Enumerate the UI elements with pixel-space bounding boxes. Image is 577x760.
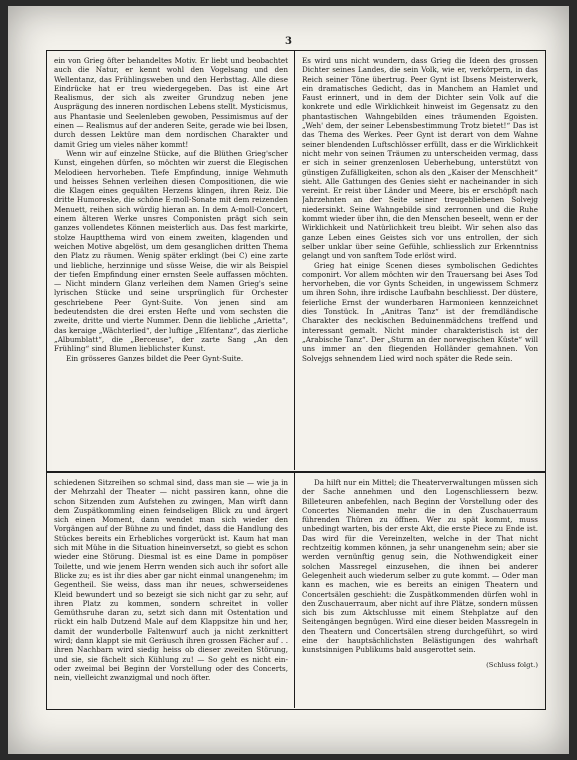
paragraph: Wenn wir auf einzelne Stücke, auf die Blüthen Grieg'scher Kunst, eingehen dürfen, so möchten wir zuerst die Elegischen Melodieen hervorheben. Tiefe Empfindung, innige Wehmuth und heisses Sehnen verleihen diesen Compositionen, die wie die Klagen eines gequälten Herzens klingen, ihren Reiz. Die dritte Humoreske, die schöne E-moll-Sonate mit dem reizenden Menuett, reihen sich würdig hieran an. In dem A-moll-Concert, einem älteren Werke unsres Componisten prägt sich sein ganzes vollendetes Können meisterlich aus. Das fest markirte, stolze Hauptthema wird von einem zweiten, klagenden und weichen Motive abgelöst, um dem gesanglichen dritten Thema den Platz zu räumen. Wenig später erklingt (bei C) eine zarte und liebliche, herzinnige und süsse Weise, die wir als Beispiel der tiefen Empfindung einer ernsten Seele auffassen möchten. — Nicht mindern Glanz verleihen dem Namen Grieg's seine lyrischen Stücke und seine ursprünglich für Orchester geschriebene Peer Gynt-Suite. Von jenen sind am bedeutendsten die drei ersten Hefte und vom sechsten die zweite, dritte und vierte Nummer. Denn die liebliche „Arietta“, das keraige „Wächterlied“, der luftige „Elfentanz“, das zierliche „Albumblatt“, die „Berceuse“, der zarte Sang „An den Frühling“ sind Blumen lieblichster Kunst. [54, 148, 288, 354]
page-number: 3 [285, 36, 292, 47]
paragraph: Da hilft nur ein Mittel; die Theaterverwaltungen müssen sich der Sache annehmen und den Logenschliessern bezw. Billeteuren anbefehlen, nach Beginn der Vorstellung oder des Concertes Niemanden mehr die in den Zuschauerraum führenden Thüren zu öffnen. Wer zu spät kommt, muss unbedingt warten, bis der erste Akt, die erste Piece zu Ende ist. Das wird für die Vereinzelten, welche in der That nicht rechtzeitig kommen können, ja sehr unangenehm sein; aber sie werden vernünftig genug sein, die Nothwendigkeit einer solchen Massregel einzusehen, die ihnen bei anderer Gelegenheit auch wiederum selber zu gute kommt. — Oder man kann es machen, wie es bereits an einigen Theatern und Concertsälen geschieht: die Zuspätkommenden dürfen wohl in den Zuschauerraum, aber nicht auf ihre Plätze, sondern müssen sich bis zum Aktschlusse mit einem Stehplatze auf den Seitengängen begnügen. Wird eine dieser beiden Massregeln in den Theatern und Concertsälen streng durchgeführt, so wird eine der hauptsächlichsten Belästigungen des wahrhaft kunstsinnigen Publikums bald ausgerottet sein. [302, 478, 538, 655]
column-divider-top [294, 50, 295, 470]
paragraph: ein von Grieg öfter behandeltes Motiv. Er liebt und beobachtet auch die Natur, er kennt wohl den Vogelsang und den Wellentanz, das Frühlingsweben und den Herbsttag. Alle diese Eindrücke hat er treu wiedergegeben. Das ist eine Art Realismus, der sich als zweiter Grundzug neben jene Ausprägung des inneren nordischen Lebens stellt. Mysticismus, aus Phantasie und Seelenleben gewoben, Pessimismus auf der einen — Realismus auf der anderen Seite, gerade wie bei Ibsen, durch dessen Lektüre man dem nordischen Charakter und damit Grieg um vieles näher kommt! [54, 56, 288, 149]
closing-note: (Schluss folgt.) [486, 660, 538, 669]
newspaper-page [8, 6, 569, 754]
grieg-article-right-column [302, 56, 538, 468]
paragraph: Grieg hat einige Scenen dieses symbolischen Gedichtes componirt. Vor allem möchten wir den Trauersang bei Ases Tod hervorheben, die vor Gynts Scheiden, in ungewissem Schmerz um ihren Sohn, ihre irdische Laufbahn beschliesst. Der düstere, feierliche Ernst der wunderbaren Harmonieen kennzeichnet dies Tonstück. In „Anitras Tanz“ ist der fremdländische Charakter des neckischen Beduinenmädchens treffend und interessant gemalt. Nicht minder charakteristisch ist der „Arabische Tanz“. Der „Sturm an der norwegischen Küste“ will uns immer an den fliegenden Holländer gemahnen. Von Solvejgs sehnendem Lied wird noch später die Rede sein. [302, 260, 538, 363]
paragraph: Ein grösseres Ganzes bildet die Peer Gynt-Suite. [66, 353, 244, 363]
paragraph: Es wird uns nicht wundern, dass Grieg die Ideen des grossen Dichter seines Landes, die sein Volk, wie er, verkörpern, in das Reich seiner Töne übertrug. Peer Gynt ist Ibsens Meisterwerk, ein dramatisches Gedicht, das in Manchem an Hamlet und Faust erinnert, und in dem der Dichter sein Volk auf die konkrete und edle Wirklichkeit hinweist im Gegensatz zu den phantastischen Wahngebilden eines träumenden Egoisten. „Weh' dem, der seiner Lebensbestimmung Trotz bietet!“ Das ist das Thema des Werkes. Peer Gynt ist derart von dem Wahne seiner blendenden Luftschlösser erfüllt, dass er die Wirklichkeit nicht mehr von seinen Träumen zu unterscheiden vermag, dass er sich in seiner grenzenlosen Ueberhebung, unterstützt von günstigen Zufälligkeiten, schon als den „Kaiser der Menschheit“ sieht. Alle Gattungen des Genies sieht er nacheinander in sich vereint. Er reist über Länder und Meere, bis er erschöpft nach Jahrzehnten an der Seite seiner treugebliebenen Solvejg niedersinkt. Seine Wahngebilde sind zerronnen und die Ruhe kommt wieder über ihn, die den Menschen beseelt, wenn er der Wirklichkeit und Natürlichkeit treu bleibt. Wir sehen also das ganze Leben eines Geistes sich vor uns entrollen, der sich selber unklar über seine Gefühle, schliesslich zur Erkenntniss gelangt und von sanftem Tode erlöst wird. [302, 56, 538, 261]
theatre-essay-left-column [54, 478, 288, 706]
column-divider-bottom [294, 472, 295, 708]
grieg-article-left-column [54, 56, 288, 468]
theatre-essay-right-column [302, 478, 538, 706]
paragraph: schiedenen Sitzreihen so schmal sind, dass man sie — wie ja in der Mehrzahl der Theater — nicht passiren kann, ohne die schon Sitzenden zum Aufstehen zu zwingen, Man wirft dann dem Zuspätkommling einen feindseligen Blick zu und ärgert sich einen Moment, dann wendet man sich wieder den Vorgängen auf der Bühne zu und findet, dass die Handlung des Stückes bereits ein Erhebliches vorgerückt ist. Kaum hat man sich mit Mühe in die Situation hineinversetzt, so giebt es schon wieder eine Störung. Diesmal ist es eine Dame in pompöser Toilette, und wie jenem Herrn wenden sich auch ihr sofort alle Blicke zu; es ist ihr dies aber gar nicht einmal unangenehm; im Gegentheil. Sie weiss, dass man ihr neues, schwerseidenes Kleid bewundert und so bezeigt sie sich nicht gar zu sehr, auf ihren Platz zu kommen, sondern schreitet in voller Gemüthsruhe daran zu, setzt sich dann mit Ostentation und rückt ein halb Dutzend Male auf dem Klappsitze hin und her, damit der wunderbolle Faltenwurf auch ja nicht zerknittert wird; dann klappt sie mit Geräusch ihren grossen Fächer auf . . ihren Nachbarn wird siedig heiss ob dieser zweiten Störung, und sie, sie fächelt sich Kühlung zu! — So geht es nicht ein- oder zweimal bei Beginn der Vorstellung oder des Concerts, nein, vielleicht zwanzigmal und noch öfter. [54, 478, 288, 683]
